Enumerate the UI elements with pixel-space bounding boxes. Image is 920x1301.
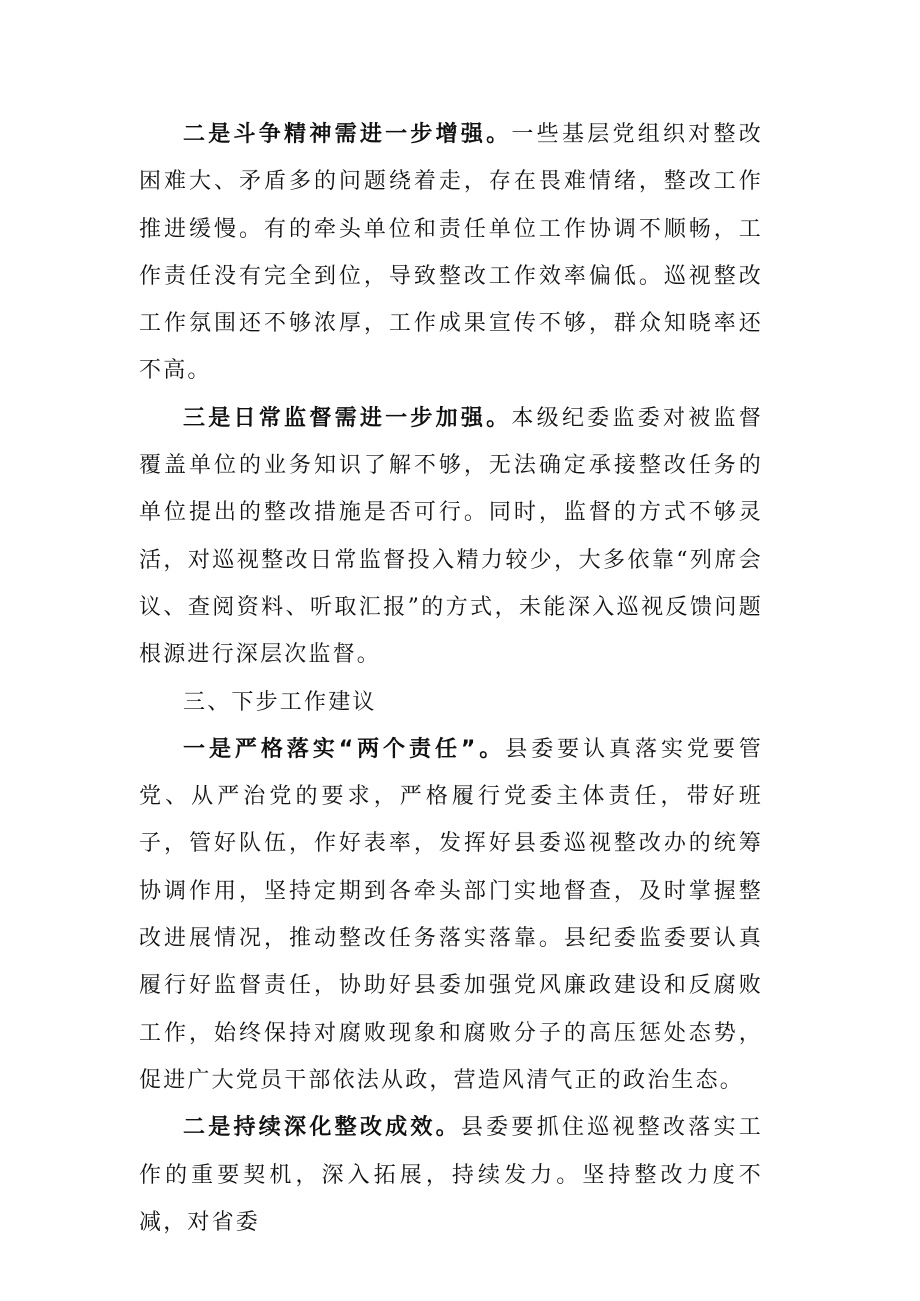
paragraph-lead: 二是斗争精神需进一步增强。: [183, 122, 512, 147]
paragraph-struggle-spirit: [139, 111, 763, 395]
paragraph-text: 本级纪委监委对被监督覆盖单位的业务知识了解不够，无法确定承接整改任务的单位提出的整改措施是否可行。同时，监督的方式不够灵活，对巡视整改日常监督投入精力较少，大多依靠“列席会议、查阅资料、听取汇报”的方式，未能深入巡视反馈问题根源进行深层次监督。: [139, 405, 763, 668]
section-heading: 三、下步工作建议: [183, 689, 377, 715]
paragraph-daily-supervision: [139, 395, 763, 679]
paragraph-deepen-rectification: [139, 1104, 763, 1246]
document-body: [139, 111, 763, 1246]
paragraph-lead: 一是严格落实“两个责任”。: [183, 736, 506, 762]
paragraph-two-responsibilities: [139, 726, 763, 1104]
paragraph-text: 一些基层党组织对整改困难大、矛盾多的问题绕着走，存在畏难情绪，整改工作推进缓慢。有的牵头单位和责任单位工作协调不顺畅，工作责任没有完全到位，导致整改工作效率偏低。巡视整改工作氛围还不够浓厚，工作成果宣传不够，群众知晓率还不高。: [139, 122, 763, 384]
paragraph-lead: 三是日常监督需进一步加强。: [183, 405, 512, 431]
paragraph-lead: 二是持续深化整改成效。: [183, 1115, 461, 1141]
paragraph-text: 县委要抓住巡视整改落实工作的重要契机，深入拓展，持续发力。坚持整改力度不减，对省委: [139, 1115, 764, 1235]
paragraph-text: 县委要认真落实党要管党、从严治党的要求，严格履行党委主体责任，带好班子，管好队伍，作好表率，发挥好县委巡视整改办的统筹协调作用，坚持定期到各牵头部门实地督查，及时掌握整改进展情况，推动整改任务落实落靠。县纪委监委要认真履行好监督责任，协助好县委加强党风廉政建设和反腐败工作，始终保持对腐败现象和腐败分子的高压惩处态势，促进广大党员干部依法从政，营造风清气正的政治生态。: [139, 736, 763, 1093]
